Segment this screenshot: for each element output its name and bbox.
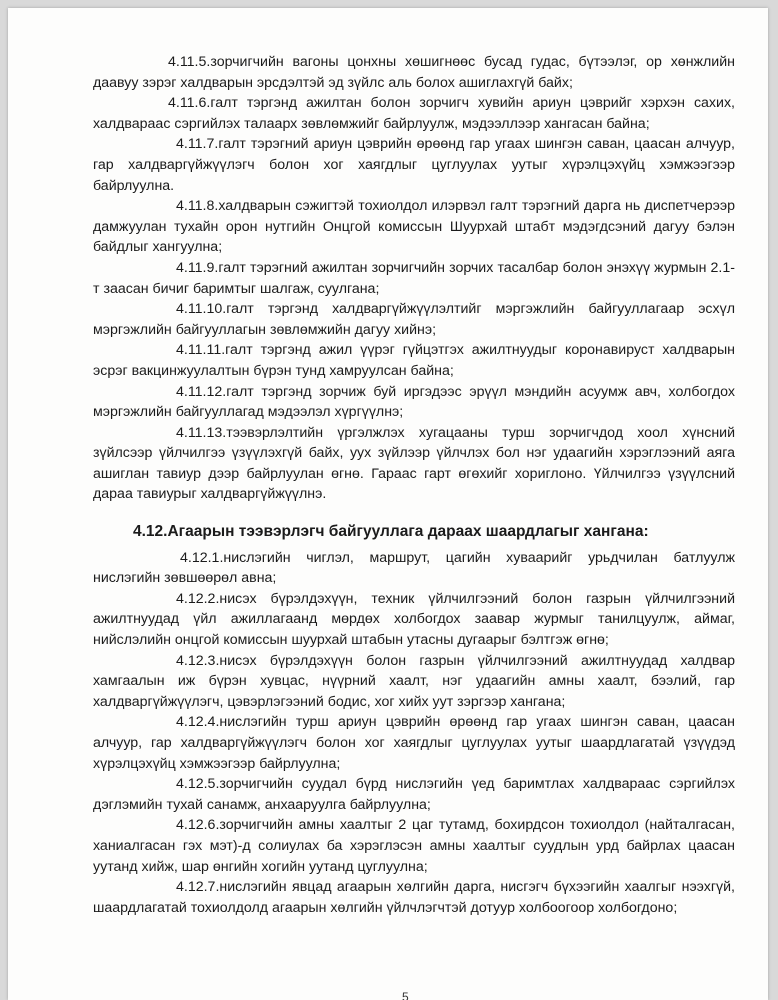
paragraph-text: нислэгийн явцад агаарын хөлгийн дарга, нисгэгч бүхээгийн хаалгыг нээхгүй, шаардлагатай тохиолдолд агаарын хөлгийн үйлчлэгчтэй дотуур холбоогоор холбогдоно; bbox=[93, 879, 735, 916]
section-heading: 4.12.Агаарын тээвэрлэгч байгууллага дараах шаардлагыг хангана: bbox=[133, 523, 649, 541]
paragraph-text: нислэгийн чиглэл, маршрут, цагийн хуваарийг урьдчилан батлуулж нислэгийн зөвшөөрөл авна; bbox=[93, 549, 735, 587]
paragraph-4-11-5 bbox=[93, 52, 735, 93]
paragraph-4-12-1 bbox=[93, 548, 735, 589]
paragraph-4-12-3 bbox=[93, 651, 735, 713]
paragraph-text: нисэх бүрэлдэхүүн, техник үйлчилгээний болон газрын үйлчилгээний ажилтнуудад үйл ажиллагаанд мөрдөх холбогдох заавар журмыг танилцуулж, аймаг, нийслэлийн онцгой комиссын шуурхай штабын утасны дугаарыг бэлтгэж өгнө; bbox=[93, 590, 735, 649]
paragraph-4-12-4 bbox=[93, 712, 735, 774]
paragraph-4-12-2 bbox=[93, 589, 735, 651]
paragraph-text: зорчигчийн вагоны цонхны хөшигнөөс бусад гудас, бүтээлэг, ор хөнжлийн даавуу зэрэг халдварын эрсдэлтэй эд зүйлс аль болох ашиглахгүй байх; bbox=[93, 54, 735, 91]
paragraph-4-12-5 bbox=[93, 774, 735, 815]
document-body bbox=[93, 52, 735, 918]
paragraph-number: 4.11.11. bbox=[176, 342, 226, 359]
paragraph-text: галт тэрэгний ажилтан зорчигчийн зорчих тасалбар болон энэхүү журмын 2.1-т заасан бичиг баримтыг шалгаж, суулгана; bbox=[93, 259, 735, 297]
paragraph-4-11-6 bbox=[93, 93, 735, 134]
paragraph-text: нисэх бүрэлдэхүүн болон газрын үйлчилгээний ажилтнуудад халдвар хамгаалын иж бүрэн хувцас, нүүрний хаалт, нэг удаагийн амны хаалт, бээлий, гар халдваргүйжүүлэгч, цэвэрлэгээний бодис, хог хийх уут зэргээр хангана; bbox=[93, 652, 735, 710]
paragraph-number: 4.11.9. bbox=[176, 259, 219, 276]
paragraph-text: галт тэргэнд халдваргүйжүүлэлтийг мэргэжлийн байгууллагаар эсхүл мэргэжлийн байгууллагын зөвлөмжийн дагуу хийнэ; bbox=[93, 301, 735, 338]
paragraph-4-12-6 bbox=[93, 815, 735, 877]
document-page bbox=[8, 8, 768, 1000]
paragraph-text: зорчигчийн суудал бүрд нислэгийн үед баримтлах халдвараас сэргийлэх дэглэмийн тухай санамж, анхааруулга байрлуулна; bbox=[93, 776, 735, 813]
paragraph-number: 4.11.7. bbox=[176, 136, 219, 153]
paragraph-text: халдварын сэжигтэй тохиолдол илэрвэл галт тэрэгний дарга нь диспетчерээр дамжуулан тухайн орон нутгийн Онцгой комиссын Шуурхай штабт мэдэгдсэний дагуу бэлэн байдлыг хангуулна; bbox=[93, 198, 735, 256]
paragraph-4-11-10 bbox=[93, 299, 735, 340]
paragraph-number: 4.11.8. bbox=[176, 198, 219, 215]
paragraph-number: 4.11.12. bbox=[176, 383, 227, 400]
paragraph-4-11-12 bbox=[93, 382, 735, 423]
paragraph-number: 4.12.1. bbox=[180, 549, 224, 566]
paragraph-number: 4.11.13. bbox=[176, 424, 227, 441]
paragraph-4-12-7 bbox=[93, 877, 735, 918]
paragraph-text: тээвэрлэлтийн үргэлжлэх хугацааны турш зорчигчдод хоол хүнсний зүйлсээр үйлчилгээ үзүүлэхгүй байх, уух зүйлээр үйлчлэх бол нэг удаагийн хэрэглээний аяга ашиглан тавиур дээр байрлуулан өгнө. Гараас гарт өгөхийг хориглоно. Үйлчилгээ үзүүлсний дараа тавиурыг халдваргүйжүүлнэ. bbox=[93, 424, 735, 503]
paragraph-text: нислэгийн турш ариун цэврийн өрөөнд гар угаах шингэн саван, цаасан алчуур, гар халдваргүйжүүлэгч болон хог хаягдлыг цуглуулах уутыг шаардлагатай үзүүдэд хүрэлцэхүйц хэмжээгээр байрлуулна; bbox=[93, 714, 735, 772]
paragraph-4-11-13 bbox=[93, 423, 735, 505]
paragraph-4-11-8 bbox=[93, 196, 735, 258]
paragraph-text: галт тэргэнд ажилтан болон зорчигч хувийн ариун цэврийг хэрхэн сахих, халдвараас сэргийлэх талаарх зөвлөмжийг байрлуулж, мэдээллээр хангасан байна; bbox=[93, 95, 735, 132]
paragraph-number: 4.12.2. bbox=[176, 590, 220, 607]
paragraph-number: 4.12.6. bbox=[176, 817, 220, 834]
page-number: 5 bbox=[402, 990, 409, 1000]
paragraph-4-11-11 bbox=[93, 340, 735, 381]
paragraph-number: 4.11.5. bbox=[168, 54, 211, 70]
paragraph-number: 4.11.10. bbox=[176, 301, 227, 318]
paragraph-4-11-9 bbox=[93, 258, 735, 299]
paragraph-text: зорчигчийн амны хаалтыг 2 цаг тутамд, бохирдсон тохиолдол (найталгасан, ханиалгасан гэх мэт)-д солиулах ба хэрэглэсэн амны хаалтыг суудлын урд байрлах цаасан уутанд хийж, шар өнгийн хогийн уутанд цуглуулна; bbox=[93, 817, 735, 875]
paragraph-number: 4.12.4. bbox=[176, 714, 220, 731]
paragraph-number: 4.12.3. bbox=[176, 652, 220, 669]
paragraph-text: галт тэрэгний ариун цэврийн өрөөнд гар угаах шингэн саван, цаасан алчуур, гар халдваргүйжүүлэгч болон хог хаягдлыг цуглуулах уутыг хүрэлцэхүйц хэмжээгээр байрлуулна. bbox=[93, 136, 735, 194]
paragraph-number: 4.12.5. bbox=[176, 776, 220, 793]
paragraph-text: галт тэргэнд ажил үүрэг гүйцэтгэх ажилтнуудыг коронавируст халдварын эсрэг вакцинжуулалтын бүрэн тунд хамруулсан байна; bbox=[93, 342, 735, 379]
paragraph-text: галт тэргэнд зорчиж буй иргэдээс эрүүл мэндийн асуумж авч, холбогдох мэргэжлийн байгууллагад мэдээлэл хүргүүлнэ; bbox=[93, 383, 735, 421]
paragraph-4-11-7 bbox=[93, 134, 735, 196]
paragraph-number: 4.12.7. bbox=[176, 879, 220, 896]
paragraph-number: 4.11.6. bbox=[168, 95, 211, 112]
